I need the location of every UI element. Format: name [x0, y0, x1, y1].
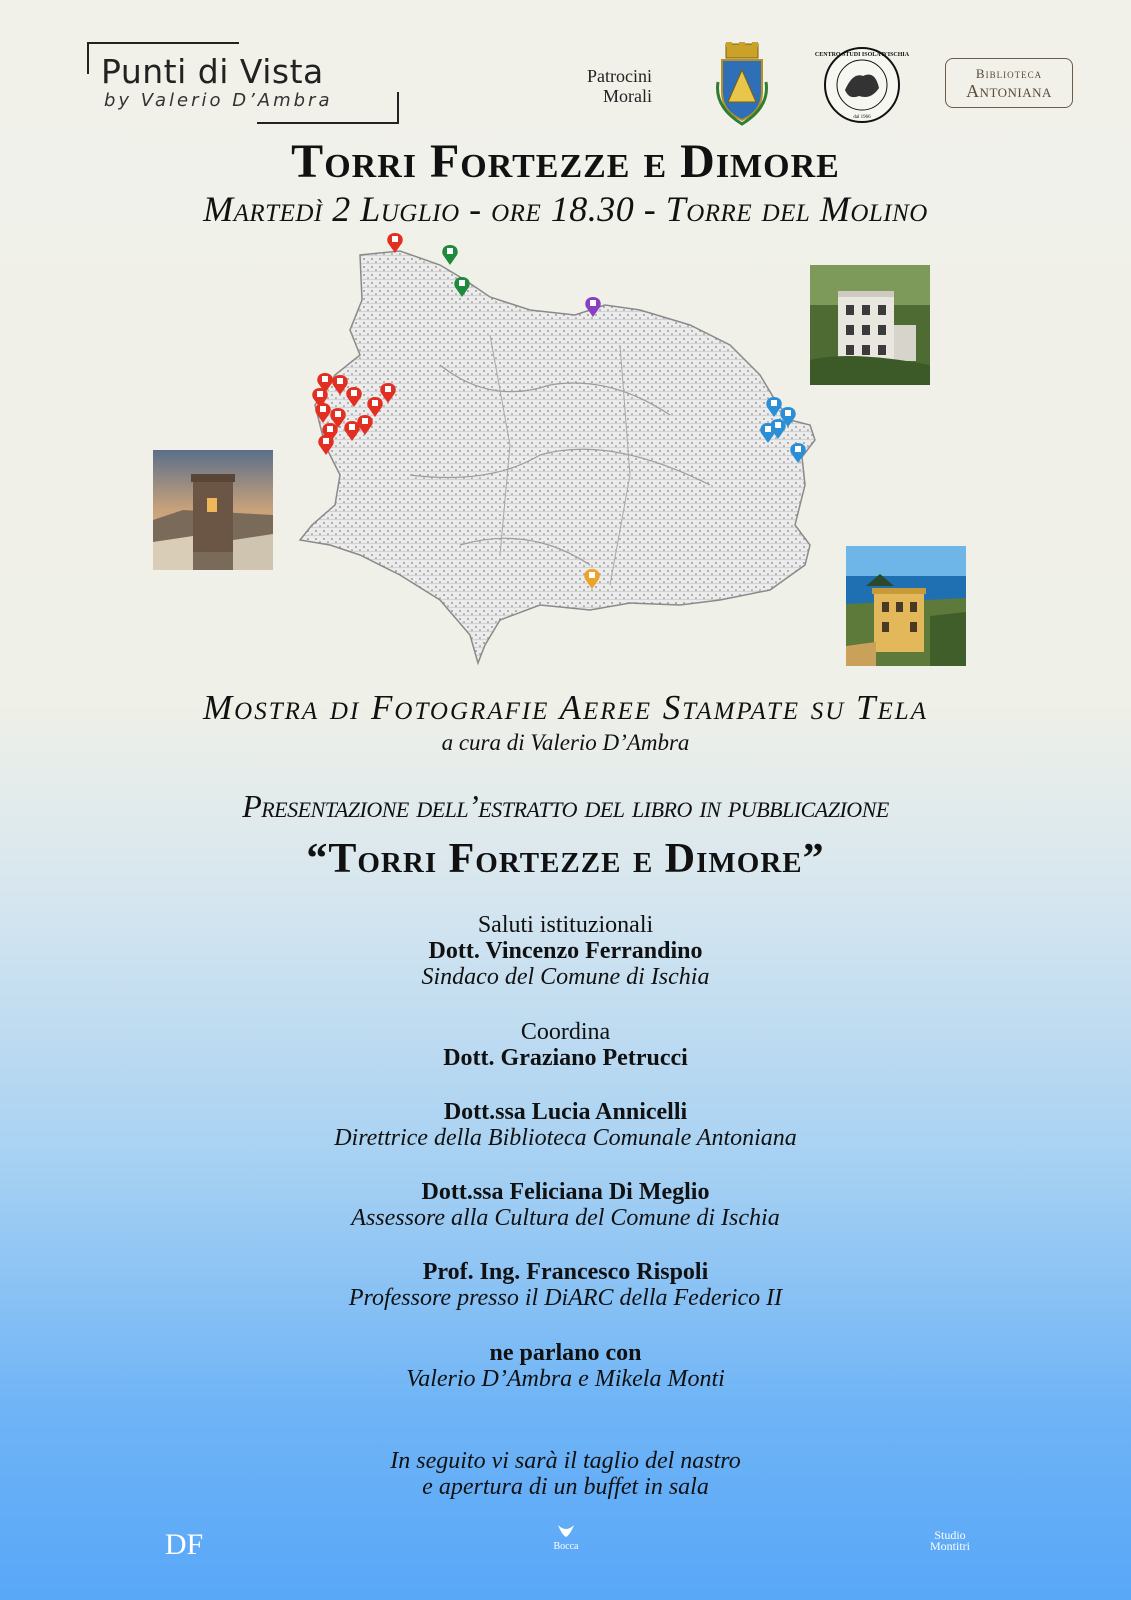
df-letters: DF: [164, 1528, 204, 1561]
centro-studi-seal-icon: [814, 46, 910, 124]
speaker-role: Assessore alla Cultura del Comune di Ischia: [351, 1205, 780, 1231]
patrocini-label: [560, 66, 652, 106]
closing-line-2: e apertura di un buffet in sala: [422, 1474, 709, 1500]
bocca-sponsor-logo: [536, 1521, 596, 1555]
talk-label: ne parlano con: [489, 1340, 642, 1366]
speaker-block: [0, 1179, 1131, 1231]
speaker-name: Dott.ssa Lucia Annicelli: [443, 1099, 688, 1125]
speaker-block: [0, 1259, 1131, 1311]
df-sponsor-logo: [164, 1518, 204, 1566]
studio-montitri-logo: [920, 1530, 980, 1552]
talk-names: Valerio D’Ambra e Mikela Monti: [406, 1366, 725, 1392]
program-greetings: [0, 912, 1131, 990]
studio-line-2: Montitri: [929, 1539, 970, 1553]
speaker-role: Direttrice della Biblioteca Comunale Antoniana: [334, 1125, 797, 1151]
photo-white-villa: [810, 265, 930, 385]
event-title: Torri Fortezze e Dimore: [291, 135, 840, 188]
event-date-line: Martedì 2 Luglio - ore 18.30 - Torre del Molino: [203, 189, 928, 229]
program-coordinator: [0, 1019, 1131, 1071]
speaker-block: [0, 1099, 1131, 1151]
speaker-role: Professore presso il DiARC della Federico II: [348, 1285, 783, 1311]
photo-stone-tower-sunset: [153, 450, 273, 570]
seal-text: CENTRO STUDI ISOLA D'ISCHIA: [814, 52, 910, 58]
ischia-island-map: [290, 225, 860, 685]
biblioteca-line-1: Biblioteca: [975, 66, 1043, 81]
exhibition-curator: a cura di Valerio D’Ambra: [441, 730, 690, 755]
patrocini-line-2: Morali: [603, 86, 652, 106]
book-title: “Torri Fortezze e Dimore”: [306, 836, 825, 882]
coordinator-label: Coordina: [520, 1019, 611, 1045]
closing-line-1: In seguito vi sarà il taglio del nastro: [390, 1448, 741, 1474]
logo-title: Punti di Vista: [101, 52, 324, 91]
speaker-name: Prof. Ing. Francesco Rispoli: [422, 1259, 709, 1285]
presentation-heading: Presentazione dell’estratto del libro in pubblicazione: [242, 788, 889, 824]
map-marker-green: [442, 245, 457, 265]
biblioteca-line-2: Antoniana: [966, 81, 1052, 101]
bocca-bird-icon: [558, 1525, 574, 1537]
talk-block: [0, 1340, 1131, 1392]
greetings-label: Saluti istituzionali: [477, 912, 654, 938]
biblioteca-antoniana-logo: [945, 58, 1073, 108]
island-shape: [300, 251, 815, 663]
seal-year: dal 1966: [853, 115, 871, 120]
bocca-label: Bocca: [553, 1541, 579, 1552]
logo-subtitle: by Valerio D’Ambra: [104, 90, 333, 111]
greetings-role: Sindaco del Comune di Ischia: [421, 964, 710, 990]
punti-di-vista-logo: [87, 42, 399, 124]
map-marker-red: [387, 233, 402, 253]
studio-line-1: Studio: [934, 1528, 966, 1542]
greetings-name: Dott. Vincenzo Ferrandino: [428, 938, 703, 964]
patrocini-line-1: Patrocini: [587, 66, 652, 86]
speaker-name: Dott.ssa Feliciana Di Meglio: [421, 1179, 710, 1205]
coordinator-name: Dott. Graziano Petrucci: [443, 1045, 688, 1071]
exhibition-title: Mostra di Fotografie Aeree Stampate su Tela: [203, 688, 928, 727]
comune-coat-of-arms-icon: [712, 42, 772, 126]
photo-yellow-tower-sea: [846, 546, 966, 666]
closing-note: [0, 1448, 1131, 1500]
